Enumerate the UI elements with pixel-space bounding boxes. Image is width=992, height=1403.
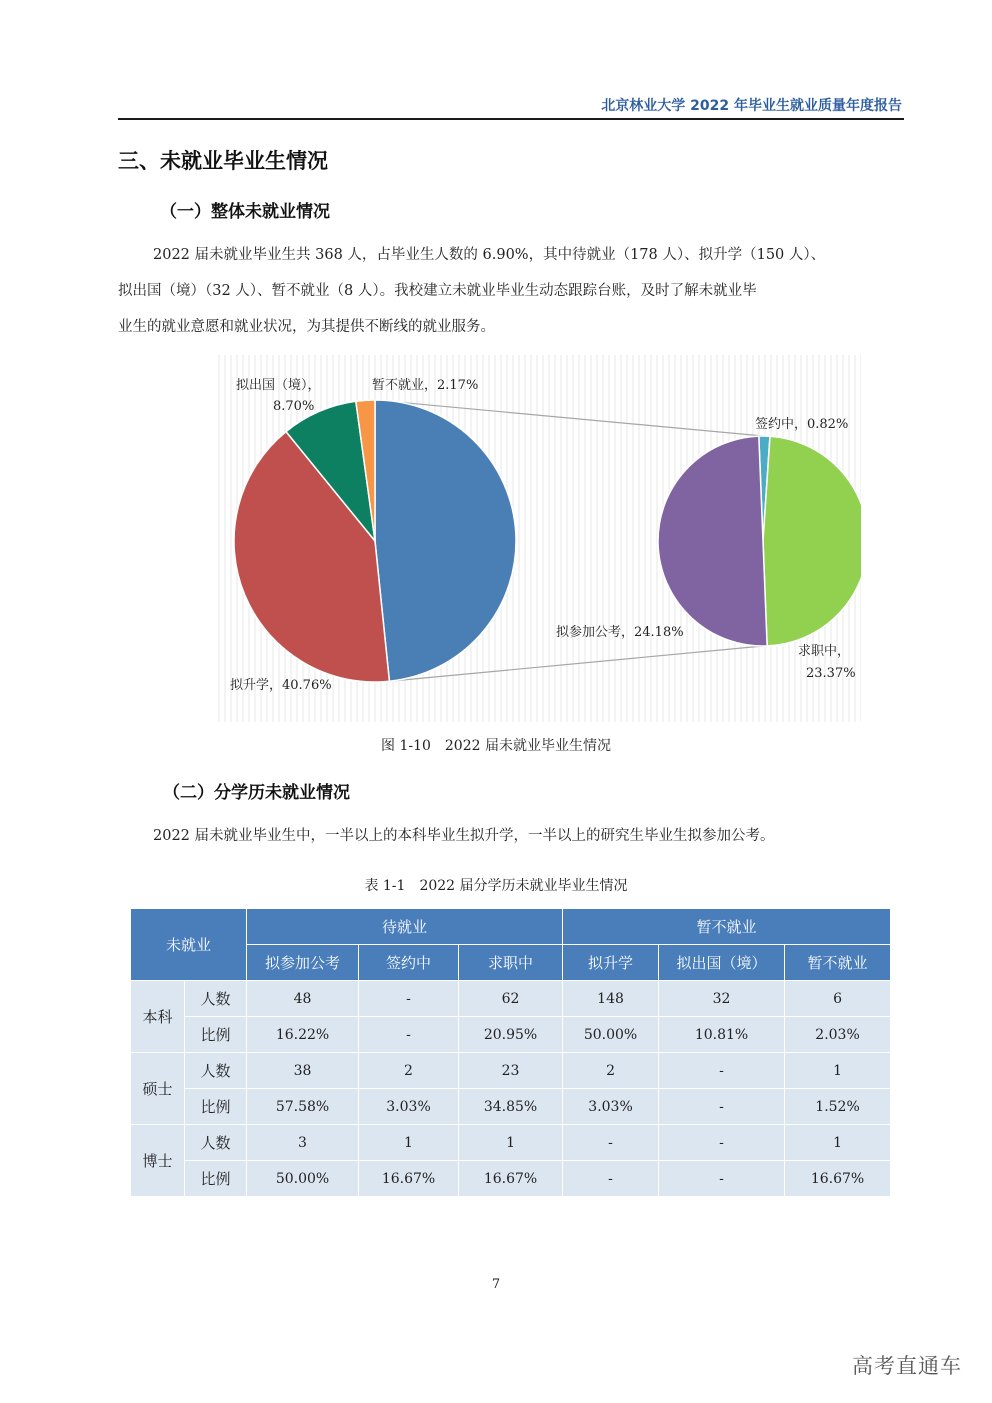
chart-svg [218,355,861,722]
figure-caption: 图 1-10 2022 届未就业毕业生情况 [381,738,611,754]
label-deferred: 暂不就业，2.17% [372,378,479,393]
column-header: 求职中 [459,945,563,981]
column-header: 拟升学 [563,945,659,981]
table-cell: 20.95% [459,1017,563,1053]
table-row [131,1089,891,1125]
table-cell: - [659,1089,785,1125]
label-civil-exam: 拟参加公考，24.18% [556,625,684,640]
table-cell: 1 [785,1053,891,1089]
row-group-label: 博士 [131,1125,185,1197]
paragraph-1 [118,237,904,345]
table-cell: - [659,1125,785,1161]
row-label: 人数 [185,1053,247,1089]
table-cell: 23 [459,1053,563,1089]
column-header: 拟出国（境） [659,945,785,981]
table-cell: 1.52% [785,1089,891,1125]
table-cell: - [659,1161,785,1197]
group-header-waiting: 待就业 [247,909,563,945]
row-group-label: 硕士 [131,1053,185,1125]
table-cell: 6 [785,981,891,1017]
table-cell: - [563,1125,659,1161]
table-cell: 16.67% [459,1161,563,1197]
label-job-seeking-line1: 求职中， [798,644,851,659]
table-cell: 3.03% [563,1089,659,1125]
table-row [131,1017,891,1053]
table-cell: 3.03% [359,1089,459,1125]
column-header: 签约中 [359,945,459,981]
group-header-deferred: 暂不就业 [563,909,891,945]
label-study-abroad-line2: 8.70% [273,399,315,414]
table-cell: - [359,981,459,1017]
table-row [131,1053,891,1089]
table-cell: 2.03% [785,1017,891,1053]
table-cell: 2 [359,1053,459,1089]
table-corner-header: 未就业 [131,909,247,981]
table-caption: 表 1-1 2022 届分学历未就业毕业生情况 [364,878,628,894]
page-header [118,92,904,120]
row-label: 比例 [185,1161,247,1197]
table-cell: 16.67% [785,1161,891,1197]
paragraph-1-line-2: 拟出国（境）（32 人）、暂不就业（8 人）。我校建立未就业毕业生动态跟踪台账，及时了解未就业毕 [118,283,757,299]
label-signing: 签约中，0.82% [755,417,849,432]
table-cell: - [659,1053,785,1089]
header-title: 北京林业大学 2022 年毕业生就业质量年度报告 [601,98,902,114]
column-header: 拟参加公考 [247,945,359,981]
subsection-title-2: （二）分学历未就业情况 [163,783,350,803]
table-cell: 48 [247,981,359,1017]
table-cell: 57.58% [247,1089,359,1125]
data-table [130,908,891,1197]
table-cell: 1 [459,1125,563,1161]
table-cell: 2 [563,1053,659,1089]
label-job-seeking-line2: 23.37% [806,666,856,681]
paragraph-2: 2022 届未就业毕业生中，一半以上的本科毕业生拟升学，一半以上的研究生毕业生拟参加公考。 [153,828,775,844]
section-title: 三、未就业毕业生情况 [118,149,328,173]
table-cell: 1 [359,1125,459,1161]
table-cell: 16.22% [247,1017,359,1053]
table-row [131,1125,891,1161]
pie-of-pie-chart [218,355,861,722]
table-cell: 148 [563,981,659,1017]
row-label: 人数 [185,981,247,1017]
row-group-label: 本科 [131,981,185,1053]
table-row [131,981,891,1017]
table-cell: 1 [785,1125,891,1161]
column-header: 暂不就业 [785,945,891,981]
label-further-study: 拟升学，40.76% [230,678,332,693]
table-cell: 34.85% [459,1089,563,1125]
page-number: 7 [491,1277,501,1292]
table-cell: 38 [247,1053,359,1089]
label-study-abroad-line1: 拟出国（境）， [236,378,321,393]
paragraph-1-line-3: 业生的就业意愿和就业状况，为其提供不断线的就业服务。 [118,319,495,335]
table-cell: 10.81% [659,1017,785,1053]
unemployed-table [130,908,890,1197]
subsection-title-1: （一）整体未就业情况 [160,202,330,222]
row-label: 比例 [185,1017,247,1053]
row-label: 比例 [185,1089,247,1125]
table-cell: 16.67% [359,1161,459,1197]
table-cell: 62 [459,981,563,1017]
row-label: 人数 [185,1125,247,1161]
table-cell: - [563,1161,659,1197]
watermark: 高考直通车 [852,1354,962,1378]
table-cell: 3 [247,1125,359,1161]
table-cell: - [359,1017,459,1053]
table-row [131,1161,891,1197]
table-cell: 50.00% [563,1017,659,1053]
paragraph-1-line-1: 2022 届未就业毕业生共 368 人，占毕业生人数的 6.90%，其中待就业（178 人）、拟升学（150 人）、 [153,247,826,263]
table-cell: 32 [659,981,785,1017]
table-cell: 50.00% [247,1161,359,1197]
